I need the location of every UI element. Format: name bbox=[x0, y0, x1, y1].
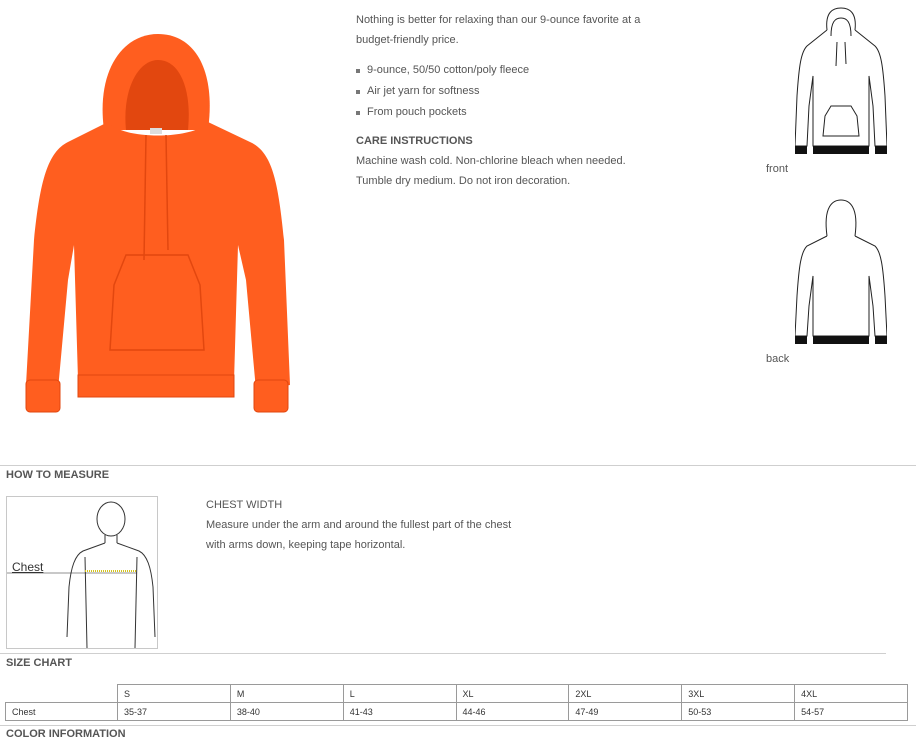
row-label: Chest bbox=[6, 703, 118, 721]
feature-item: From pouch pockets bbox=[356, 102, 656, 123]
care-instructions-title: CARE INSTRUCTIONS bbox=[356, 135, 473, 147]
back-caption: back bbox=[766, 353, 790, 365]
size-header: XL bbox=[456, 685, 569, 703]
feature-item: Air jet yarn for softness bbox=[356, 81, 656, 102]
care-line: Tumble dry medium. Do not iron decoration. bbox=[356, 175, 571, 187]
size-header: S bbox=[118, 685, 231, 703]
measure-instructions bbox=[206, 495, 566, 555]
color-information-heading: COLOR INFORMATION bbox=[6, 728, 126, 740]
measure-line: with arms down, keeping tape horizontal. bbox=[206, 539, 406, 551]
feature-list bbox=[356, 60, 656, 123]
size-header: 4XL bbox=[795, 685, 908, 703]
divider bbox=[0, 465, 916, 466]
measure-line: Measure under the arm and around the fullest part of the chest bbox=[206, 519, 512, 531]
how-to-measure-heading: HOW TO MEASURE bbox=[6, 469, 110, 481]
table-cell: 54-57 bbox=[795, 703, 908, 721]
table-cell: 41-43 bbox=[343, 703, 456, 721]
front-sketch bbox=[795, 6, 887, 161]
size-chart-heading: SIZE CHART bbox=[6, 657, 72, 669]
product-photo bbox=[18, 30, 293, 420]
description-intro: Nothing is better for relaxing than our 9-ounce favorite at a budget-friendly price. bbox=[356, 14, 641, 46]
table-cell: 50-53 bbox=[682, 703, 795, 721]
size-header: 2XL bbox=[569, 685, 682, 703]
size-header: L bbox=[343, 685, 456, 703]
table-cell: 38-40 bbox=[230, 703, 343, 721]
care-line: Machine wash cold. Non-chlorine bleach when needed. bbox=[356, 155, 626, 167]
table-cell: 44-46 bbox=[456, 703, 569, 721]
size-header-row bbox=[6, 685, 908, 703]
back-sketch bbox=[795, 196, 887, 351]
hoodie-photo bbox=[26, 34, 290, 412]
front-caption: front bbox=[766, 163, 789, 175]
table-cell: 47-49 bbox=[569, 703, 682, 721]
size-header: 3XL bbox=[682, 685, 795, 703]
chest-width-title: CHEST WIDTH bbox=[206, 499, 283, 511]
table-cell: 35-37 bbox=[118, 703, 231, 721]
feature-item: 9-ounce, 50/50 cotton/poly fleece bbox=[356, 60, 656, 81]
product-description bbox=[356, 10, 656, 191]
table-corner bbox=[6, 685, 118, 703]
table-row bbox=[6, 703, 908, 721]
divider bbox=[0, 653, 886, 654]
chest-label: Chest bbox=[12, 560, 44, 574]
size-header: M bbox=[230, 685, 343, 703]
size-chart-table bbox=[5, 684, 908, 721]
divider bbox=[0, 725, 916, 726]
